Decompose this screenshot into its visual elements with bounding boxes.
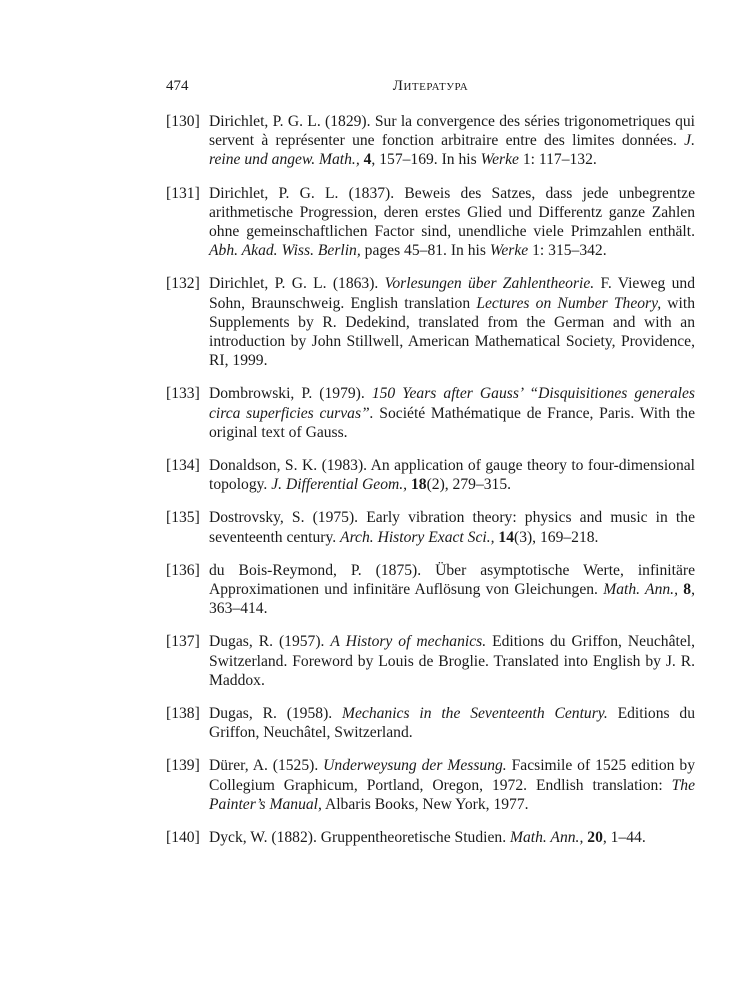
reference-number: [132]: [166, 275, 200, 293]
reference-text: Editions du Griffon, Neuchâtel, Switzerland. Foreword by Louis de Broglie. Translated into English by J. R. Maddox.: [209, 633, 695, 689]
reference-text: , 363–414.: [209, 581, 695, 618]
volume: 8: [683, 581, 692, 599]
volume: 18: [410, 476, 427, 494]
reference-entry: [166, 756, 695, 814]
reference-entry: [166, 274, 695, 370]
page-header: [166, 78, 695, 100]
reference-list: [166, 112, 695, 861]
book-title: 150 Years after Gauss’ “Disquisitiones generales circa superficies curvas”.: [209, 385, 696, 422]
reference-text: du Bois-Reymond, P. (1875). Über asymptotische Werte, infinitäre Approximationen und infinitäre Auflösung von Gleichungen.: [209, 561, 695, 599]
reference-entry: [166, 828, 695, 847]
reference-text: F. Vieweg und Sohn, Braunschweig. English translation: [209, 275, 695, 312]
reference-number: [131]: [166, 184, 200, 202]
reference-number: [137]: [166, 633, 200, 651]
journal-title: J. reine und angew. Math.,: [209, 132, 695, 169]
reference-text: Albaris Books, New York, 1977.: [321, 795, 529, 813]
reference-text: Dirichlet, P. G. L. (1837). Beweis des Satzes, dass jede unbegrentze arithmetische Progression, deren erstes Glied und Differentz ganze Zahlen ohne gemeinschaftlichen Factor sind, unendliche viele Primzahlen enthält.: [209, 184, 695, 241]
reference-entry: [166, 561, 695, 619]
reference-text: , 1–44.: [602, 829, 646, 847]
journal-title: J. Differential Geom.,: [271, 476, 408, 494]
volume: 20: [587, 829, 603, 847]
reference-number: [140]: [166, 829, 200, 847]
reference-text: (2), 279–315.: [426, 476, 512, 494]
reference-number: [134]: [166, 457, 200, 475]
reference-text: Dostrovsky, S. (1975). Early vibration theory: physics and music in the seventeenth century.: [209, 509, 695, 546]
book-title: Vorlesungen über Zahlentheorie.: [384, 275, 595, 293]
book-title: A History of mechanics.: [330, 633, 487, 651]
reference-number: [135]: [166, 509, 200, 527]
reference-text: with Supplements by R. Dedekind, translated from the German and with an introduction by John Stillwell, American Mathematical Society, Providence, RI, 1999.: [209, 294, 696, 370]
reference-entry: [166, 632, 695, 690]
translation-title: The Painter’s Manual,: [209, 776, 695, 813]
reference-entry: [166, 456, 695, 494]
reference-text: (3), 169–218.: [514, 528, 599, 546]
reference-entry: [166, 704, 695, 742]
reference-text: Société Mathématique de France, Paris. With the original text of Gauss.: [209, 404, 695, 441]
journal-title: Abh. Akad. Wiss. Berlin,: [209, 242, 361, 260]
works-title: Werke: [489, 242, 529, 260]
reference-text: Dyck, W. (1882). Gruppentheoretische Studien.: [209, 829, 510, 847]
reference-text: Facsimile of 1525 edition by Collegium Graphicum, Portland, Oregon, 1972. Endlish translation:: [209, 757, 695, 794]
reference-text: Dirichlet, P. G. L. (1863).: [209, 275, 385, 293]
journal-title: Math. Ann.,: [603, 581, 678, 599]
journal-title: Math. Ann.,: [510, 829, 584, 847]
reference-number: [136]: [166, 561, 200, 579]
reference-text: Dombrowski, P. (1979).: [209, 385, 372, 403]
reference-number: [138]: [166, 705, 200, 723]
reference-text: Dugas, R. (1957).: [209, 633, 331, 651]
page-number: 474: [166, 78, 189, 94]
volume: 14: [498, 528, 514, 546]
reference-text: Donaldson, S. K. (1983). An application of gauge theory to four-dimensional topology.: [209, 457, 695, 494]
book-title: Underweysung der Messung.: [323, 757, 507, 775]
reference-text: Dirichlet, P. G. L. (1829). Sur la convergence des séries trigonometriques qui servent à représenter une fonction arbitraire entre des limites données.: [209, 113, 695, 150]
reference-entry: [166, 184, 695, 261]
reference-text: pages 45–81. In his: [360, 242, 490, 260]
reference-text: 1: 117–132.: [518, 151, 597, 169]
reference-text: Editions du Griffon, Neuchâtel, Switzerland.: [209, 705, 695, 742]
reference-entry: [166, 508, 695, 546]
reference-number: [130]: [166, 113, 200, 130]
reference-text: 1: 315–342.: [528, 242, 607, 260]
reference-number: [139]: [166, 757, 200, 775]
volume: 4: [363, 151, 372, 169]
reference-text: Dürer, A. (1525).: [209, 757, 324, 775]
journal-title: Arch. History Exact Sci.,: [340, 528, 495, 546]
running-title: Литература: [392, 78, 469, 94]
reference-text: , 157–169. In his: [371, 151, 481, 169]
book-title: Mechanics in the Seventeenth Century.: [342, 705, 608, 723]
reference-text: Dugas, R. (1958).: [209, 705, 342, 723]
works-title: Werke: [480, 151, 519, 169]
reference-number: [133]: [166, 385, 200, 403]
reference-entry: [166, 112, 695, 170]
reference-entry: [166, 384, 695, 442]
translation-title: Lectures on Number Theory,: [476, 294, 662, 312]
